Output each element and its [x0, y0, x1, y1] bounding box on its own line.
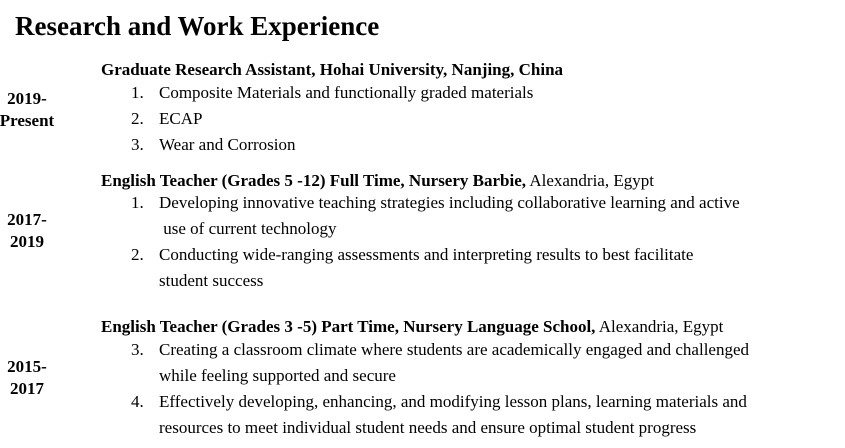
item-text-continued: student success: [159, 271, 264, 290]
item-text: Effectively developing, enhancing, and modifying lesson plans, learning materials and: [159, 392, 747, 411]
list-item: [0, 80, 845, 106]
item-number: 4.: [131, 392, 144, 411]
item-text: Conducting wide-ranging assessments and interpreting results to best facilitate: [159, 245, 694, 264]
list-item: [0, 132, 845, 158]
item-number: 2.: [131, 245, 144, 264]
item-text: Creating a classroom climate where students are academically engaged and challenged: [159, 340, 750, 359]
item-number: 3.: [131, 340, 144, 359]
dates-start: 2015-: [7, 357, 47, 376]
dates-start: 2019-: [7, 89, 47, 108]
entry-heading-location: Alexandria, Egypt: [526, 171, 654, 190]
list-item: [0, 242, 845, 294]
item-text-continued: use of current technology: [159, 219, 337, 238]
list-item: [0, 190, 845, 242]
entry-heading-title: Graduate Research Assistant, Hohai University, Nanjing, China: [101, 60, 564, 79]
item-number: 1.: [131, 193, 144, 212]
item-number: 2.: [131, 109, 144, 128]
item-text: ECAP: [159, 109, 203, 128]
entry-items: [0, 80, 845, 158]
item-number: 3.: [131, 135, 144, 154]
item-text: Wear and Corrosion: [159, 135, 296, 154]
dates-end: Present: [0, 111, 55, 130]
entry-heading-title: English Teacher (Grades 5 -12) Full Time, Nursery Barbie,: [101, 171, 527, 190]
item-text-continued: resources to meet individual student needs and ensure optimal student progress: [159, 418, 697, 437]
list-item: [0, 389, 845, 441]
item-text: Developing innovative teaching strategies including collaborative learning and active: [159, 193, 740, 212]
list-item: [0, 337, 845, 389]
dates-end: 2019: [10, 232, 44, 251]
entry-heading-title: English Teacher (Grades 3 -5) Part Time, Nursery Language School,: [101, 317, 596, 336]
entry-heading-location: Alexandria, Egypt: [595, 317, 724, 336]
dates-end: 2017: [10, 379, 44, 398]
item-text: Composite Materials and functionally graded materials: [159, 83, 534, 102]
section-title: Research and Work Experience: [15, 11, 380, 41]
entry-items: [0, 190, 845, 294]
list-item: [0, 106, 845, 132]
item-text-continued: while feeling supported and secure: [159, 366, 396, 385]
entry-items: [0, 337, 845, 441]
dates-start: 2017-: [7, 210, 47, 229]
item-number: 1.: [131, 83, 144, 102]
